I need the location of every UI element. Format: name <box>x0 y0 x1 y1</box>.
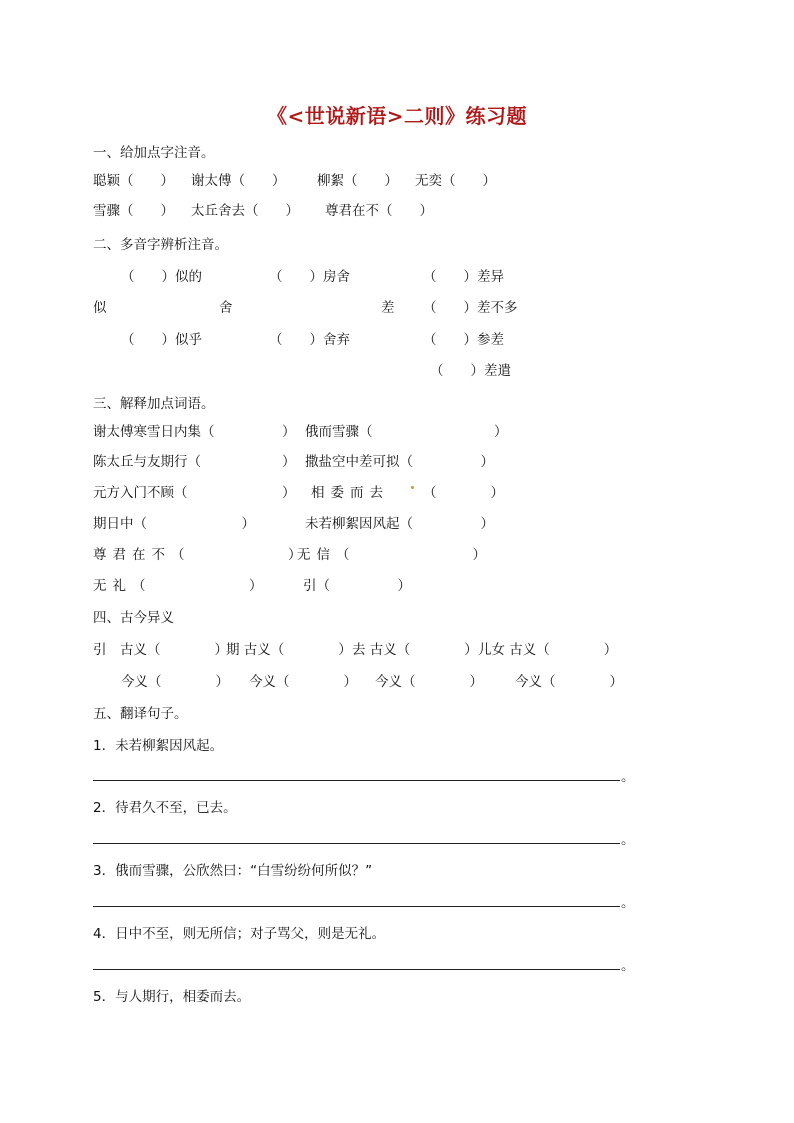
explain-item: （ ） <box>423 485 504 501</box>
answer-period: 。 <box>621 958 635 974</box>
pinyin-item: 谢太傅（ ） <box>191 173 286 189</box>
modern-meaning: 今义（ ） <box>249 674 357 690</box>
polyphone-char: 似 <box>93 300 107 316</box>
stray-dot <box>411 486 414 489</box>
pinyin-item: 太丘舍去（ ） <box>191 203 299 219</box>
section5-heading: 五、翻译句子。 <box>93 706 188 722</box>
polyphone-reading: （ ）似的 <box>121 269 202 285</box>
polyphone-reading: （ ）差异 <box>423 269 504 285</box>
explain-item: 俄而雪骤（ ） <box>305 424 508 440</box>
explain-item: 未若柳絮因风起（ ） <box>305 516 494 532</box>
answer-line[interactable] <box>93 906 620 907</box>
ancient-meaning: 期 古义（ ） <box>226 642 352 658</box>
pinyin-item: 雪骤（ ） <box>93 203 174 219</box>
modern-meaning: 今义（ ） <box>121 674 229 690</box>
explain-item: 无信（ ） <box>297 547 492 563</box>
translate-item: 3．俄而雪骤，公欣然曰：“白雪纷纷何所似？” <box>93 863 373 879</box>
explain-item: 陈太丘与友期行（ ） <box>93 454 296 470</box>
translate-item: 1．未若柳絮因风起。 <box>93 738 224 754</box>
polyphone-reading: （ ）差遣 <box>430 363 511 379</box>
section4-heading: 四、古今异义 <box>93 610 174 626</box>
explain-item: 尊君在不（ ） <box>93 547 308 563</box>
polyphone-reading: （ ）房舍 <box>269 269 350 285</box>
answer-line[interactable] <box>93 843 620 844</box>
polyphone-reading: （ ）似乎 <box>121 332 202 348</box>
explain-item: 相委而去 <box>311 485 389 501</box>
explain-item: 撒盐空中差可拟（ ） <box>305 454 494 470</box>
answer-period: 。 <box>621 832 635 848</box>
translate-item: 4．日中不至，则无所信；对子骂父，则是无礼。 <box>93 926 386 942</box>
section3-heading: 三、解释加点词语。 <box>93 396 215 412</box>
explain-item: 谢太傅寒雪日内集（ ） <box>93 424 296 440</box>
translate-item: 5．与人期行，相委而去。 <box>93 989 251 1005</box>
explain-item: 期日中（ ） <box>93 516 255 532</box>
polyphone-reading: （ ）参差 <box>423 332 504 348</box>
pinyin-item: 聪颖（ ） <box>93 173 174 189</box>
answer-line[interactable] <box>93 780 620 781</box>
modern-meaning: 今义（ ） <box>375 674 483 690</box>
polyphone-char: 舍 <box>219 300 233 316</box>
page-title: 《<世说新语>二则》练习题 <box>266 104 527 128</box>
answer-period: 。 <box>621 769 635 785</box>
polyphone-reading: （ ）差不多 <box>423 300 518 316</box>
pinyin-item: 无奕（ ） <box>415 173 496 189</box>
pinyin-item: 柳絮（ ） <box>317 173 398 189</box>
ancient-meaning: 引 古义（ ） <box>93 642 228 658</box>
section2-heading: 二、多音字辨析注音。 <box>93 237 228 253</box>
ancient-meaning: 去 古义（ ） <box>352 642 478 658</box>
modern-meaning: 今义（ ） <box>515 674 623 690</box>
section1-heading: 一、给加点字注音。 <box>93 145 215 161</box>
polyphone-char: 差 <box>381 300 395 316</box>
answer-period: 。 <box>621 895 635 911</box>
explain-item: 元方入门不顾（ ） <box>93 485 296 501</box>
explain-item: 无礼（ ） <box>93 578 269 594</box>
pinyin-item: 尊君在不（ ） <box>325 203 433 219</box>
ancient-meaning: 儿女 古义（ ） <box>478 642 618 658</box>
answer-line[interactable] <box>93 969 620 970</box>
explain-item: 引（ ） <box>303 578 411 594</box>
polyphone-reading: （ ）舍弃 <box>269 332 350 348</box>
translate-item: 2．待君久不至，已去。 <box>93 800 237 816</box>
